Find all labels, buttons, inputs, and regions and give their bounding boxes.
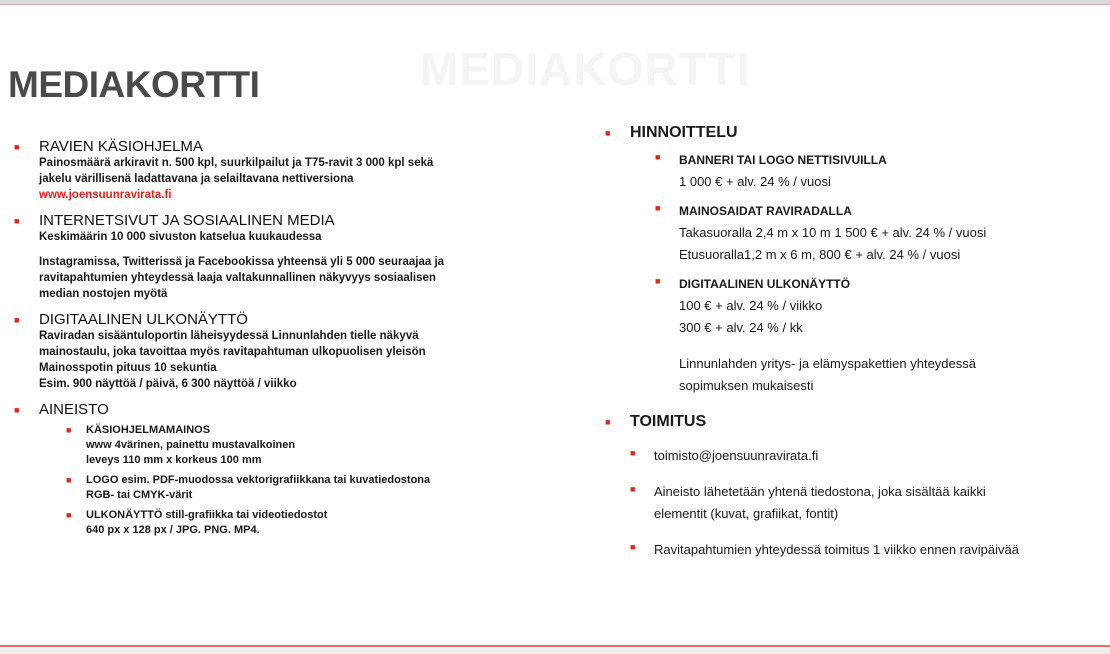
section-aineisto [14,401,574,538]
bullet-icon: ■ [655,276,661,286]
price-item: ■ MAINOSAIDAT RAVIRADALLA Takasuoralla 2,4 m x 10 m 1 500 € + alv. 24 % / vuosi Etusuoralla1,2 m x 6 m, 800 € + alv. 24 % / vuosi [655,200,1105,266]
title-watermark: MEDIAKORTTI [420,43,751,95]
bullet-icon: ■ [630,484,636,494]
section-toimitus [605,413,1105,561]
section-internet [14,212,574,302]
bullet-icon: ■ [66,510,72,520]
section-hinnoittelu [605,124,1105,397]
price-item: ■ BANNERI TAI LOGO NETTISIVUILLA 1 000 € + alv. 24 % / vuosi [655,149,1105,193]
section-heading: ■ RAVIEN KÄSIOHJELMA [14,138,203,155]
bullet-icon: ■ [14,215,20,226]
bullet-icon: ■ [14,314,20,325]
sub-item: ■ ULKONÄYTTÖ still-grafiikka tai videotiedostot 640 px x 128 px / JPG. PNG. MP4. [66,509,328,536]
email-link[interactable]: toimisto@joensuunravirata.fi [654,448,819,463]
price-item: ■ DIGITAALINEN ULKONÄYTTÖ 100 € + alv. 24 % / viikko 300 € + alv. 24 % / kk [655,273,1105,339]
bullet-icon: ■ [66,425,72,435]
section-heading: ■ AINEISTO [14,401,109,418]
section-heading: ■ DIGITAALINEN ULKONÄYTTÖ [14,311,248,328]
section-body: Painosmäärä arkiravit n. 500 kpl, suurkilpailut ja T75-ravit 3 000 kpl sekä jakelu värillisenä ladattavana ja selailtavana nettiversiona www.joensuunravirata.fi [39,155,574,203]
bullet-icon: ■ [14,141,20,152]
sub-item: ■ KÄSIOHJELMAMAINOS www 4värinen, painettu mustavalkoinen leveys 110 mm x korkeus 100 mm [66,424,296,466]
right-column [605,124,1105,561]
bullet-icon: ■ [655,152,661,162]
website-link[interactable]: www.joensuunravirata.fi [39,189,172,201]
bullet-icon: ■ [655,203,661,213]
delivery-item [630,445,1105,467]
section-heading: ■ HINNOITTELU [605,124,738,141]
delivery-item: ■ Ravitapahtumien yhteydessä toimitus 1 viikko ennen ravipäivää [630,539,1105,561]
bullet-icon: ■ [66,475,72,485]
section-heading: ■ TOIMITUS [605,413,707,430]
left-column [14,138,574,547]
section-body: Raviradan sisääntuloportin läheisyydessä Linnunlahden tielle näkyvä mainostaulu, joka tavoittaa myös ravitapahtuman ulkopuolisen yleisön Mainosspotin pituus 10 sekuntia Esim. 900 näyttöä / päivä, 6 300 näyttöä / viikko [39,330,426,390]
sub-item: ■ LOGO esim. PDF-muodossa vektorigrafiikkana tai kuvatiedostona RGB- tai CMYK-värit [66,474,431,501]
bullet-icon: ■ [630,448,636,458]
section-body: Keskimäärin 10 000 sivuston katselua kuukaudessa Instagramissa, Twitterissä ja Facebookissa yhteensä yli 5 000 seuraajaa ja ravitapahtumien yhteydessä laaja valtakunnallinen näkyvyys sosiaalisen median nostojen myötä [39,231,445,300]
pricing-note: Linnunlahden yritys- ja elämyspakettien yhteydessä sopimuksen mukaisesti [679,356,977,393]
bullet-icon: ■ [605,417,611,427]
delivery-item: ■ Aineisto lähetetään yhtenä tiedostona, joka sisältää kaikki elementit (kuvat, grafiikat, fontit) [630,481,1105,525]
bullet-icon: ■ [14,404,20,415]
section-heading: ■ INTERNETSIVUT JA SOSIAALINEN MEDIA [14,212,335,229]
top-border [0,0,1110,5]
section-kasiohjelma [14,138,574,203]
bottom-border [0,645,1110,654]
bullet-icon: ■ [605,128,611,138]
page-title: MEDIAKORTTI [8,64,260,105]
section-ulkonaytto [14,311,574,392]
bullet-icon: ■ [630,542,636,552]
